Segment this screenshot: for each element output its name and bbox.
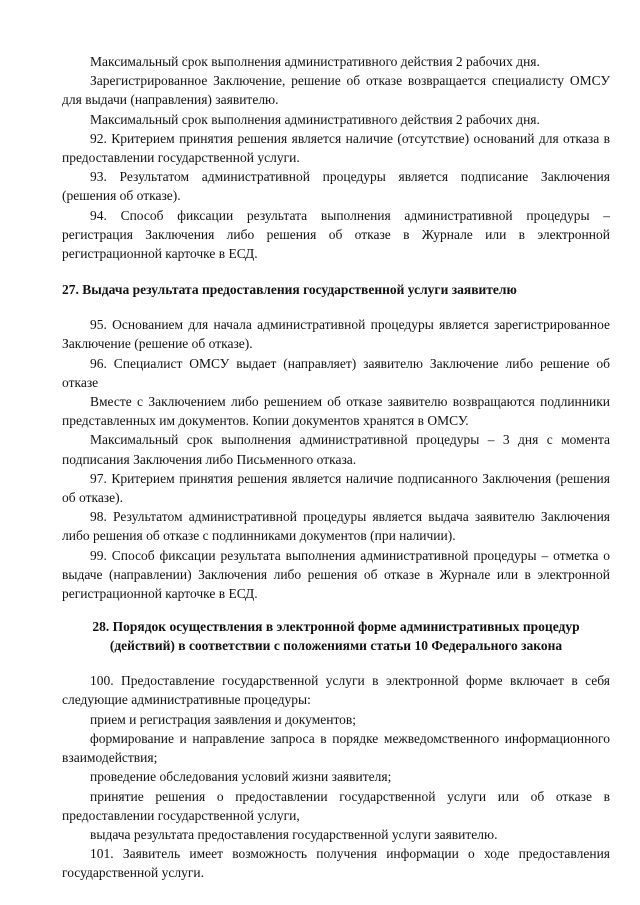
paragraph: 95. Основанием для начала административной процедуры является зарегистрированное Заключение (решение об отказе). [62, 317, 610, 352]
list-item: выдача результата предоставления государственной услуги заявителю. [90, 826, 498, 842]
paragraph: 93. Результатом административной процедуры является подписание Заключения (решения об отказе). [62, 169, 610, 204]
paragraph: Вместе с Заключением либо решением об отказе заявителю возвращаются подлинники представленных им документов. Копии документов хранятся в ОМСУ. [62, 394, 610, 429]
paragraph: 97. Критерием принятия решения является наличие подписанного Заключения (решения об отказе). [62, 470, 610, 506]
list-item: формирование и направление запроса в порядке межведомственного информационного взаимодействия; [62, 730, 610, 766]
paragraph: Максимальный срок выполнения административного действия 2 рабочих дня. [90, 111, 540, 127]
paragraph: 94. Способ фиксации результата выполнения административной процедуры – регистрация Заключения либо решения об отказе в Журнале или в электронной регистрационной карточке в ЕСД. [62, 207, 610, 262]
paragraph: Максимальный срок выполнения административной процедуры – 3 дня с момента подписания Заключения либо Письменного отказа. [62, 432, 610, 467]
list-item: прием и регистрация заявления и документов; [90, 711, 357, 727]
paragraph: 96. Специалист ОМСУ выдает (направляет) заявителю Заключение либо решение об отказе [62, 355, 610, 390]
list-item: проведение обследования условий жизни заявителя; [90, 769, 392, 785]
list-item: принятие решения о предоставлении государственной услуги или об отказе в предоставлении государственной услуги, [62, 788, 610, 823]
document-page [62, 52, 610, 883]
paragraph: 101. Заявитель имеет возможность получения информации о ходе предоставления государственной услуги. [62, 846, 610, 881]
paragraph: 99. Способ фиксации результата выполнения административной процедуры – отметка о выдаче (направлении) Заключения либо решения об отказе в Журнале или в электронной регистрационной карточке в ЕСД. [62, 547, 610, 602]
paragraph: 92. Критерием принятия решения является наличие (отсутствие) оснований для отказа в предоставлении государственной услуги. [62, 130, 610, 166]
paragraph: Зарегистрированное Заключение, решение об отказе возвращается специалисту ОМСУ для выдачи (направления) заявителю. [62, 73, 610, 108]
paragraph: 98. Результатом административной процедуры является выдача заявителю Заключения либо решения об отказе с подлинниками документов (при наличии). [62, 509, 610, 544]
section-heading-28: 28. Порядок осуществления в электронной форме административных процедур (действий) в соответствии с положениями статьи 10 Федерального закона [92, 619, 580, 654]
paragraph: Максимальный срок выполнения административного действия 2 рабочих дня. [90, 54, 540, 69]
paragraph: 100. Предоставление государственной услуги в электронной форме включает в себя следующие административные процедуры: [62, 673, 610, 708]
section-heading-27: 27. Выдача результата предоставления государственной услуги заявителю [62, 282, 517, 298]
